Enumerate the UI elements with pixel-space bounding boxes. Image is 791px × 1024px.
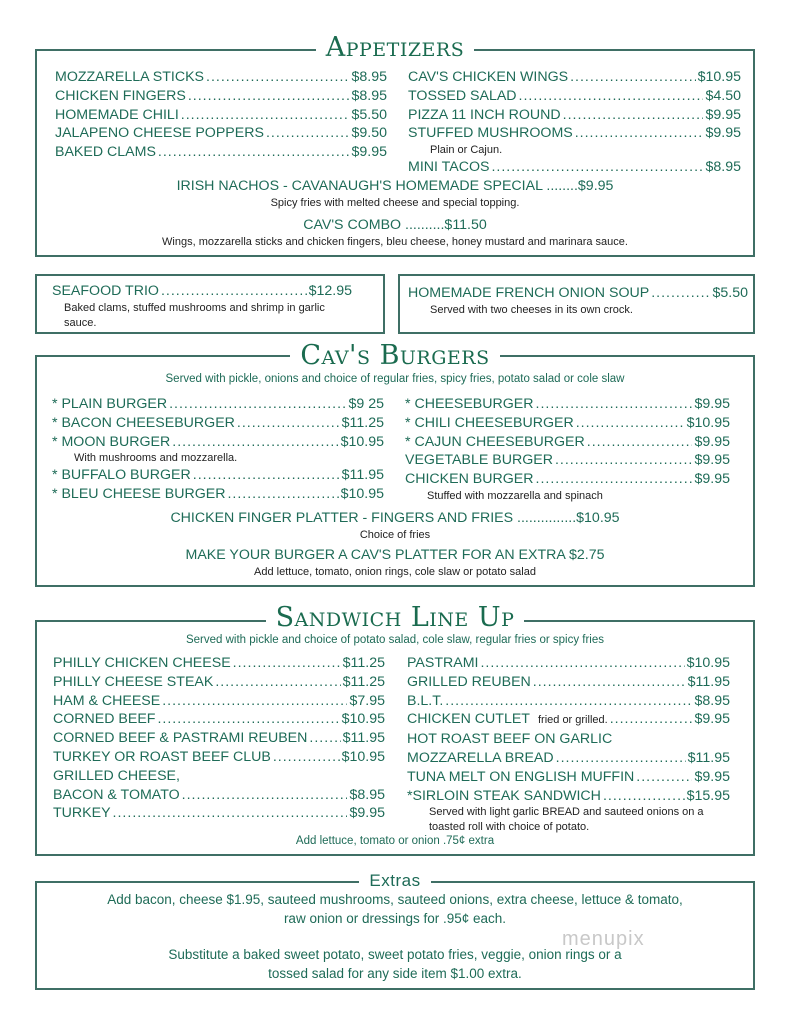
sandwiches-right-col (407, 654, 730, 835)
sandwiches-left-col (53, 654, 385, 823)
burgers-left-col (52, 395, 384, 504)
menu-item: STUFFED MUSHROOMS ..... $9.95 (408, 124, 741, 143)
menu-item: *SIRLOIN STEAK SANDWICH ..... $15.95 (407, 787, 730, 806)
item-description: With mushrooms and mozzarella. (74, 452, 238, 465)
menu-item: MOZZARELLA STICKS ..... $8.95 (55, 68, 387, 87)
menu-item: CHICKEN CUTLET fried or grilled. ..... $9.95 (407, 710, 730, 730)
item-description: Served with light garlic BREAD and sauteed onions on a toasted roll with choice of potato. (429, 806, 704, 834)
irish-nachos-special: IRISH NACHOS - CAVANAUGH'S HOMEMADE SPECIAL ........$9.95 Spicy fries with melted cheese and special topping. (176, 178, 614, 209)
menu-item: JALAPENO CHEESE POPPERS ..... $9.50 (55, 124, 387, 143)
cavs-platter-upgrade: MAKE YOUR BURGER A CAV'S PLATTER FOR AN EXTRA $2.75 Add lettuce, tomato, onion rings, cole slaw or potato salad (185, 547, 605, 578)
sandwiches-subtitle: Served with pickle and choice of potato salad, cole slaw, regular fries or spicy fries (185, 634, 605, 646)
sandwiches-footer: Add lettuce, tomato or onion .75¢ extra (295, 835, 495, 847)
item-description: Baked clams, stuffed mushrooms and shrimp in garlic sauce. (64, 301, 325, 329)
menu-item: B.L.T. ..... $8.95 (407, 692, 730, 711)
burgers-title: Cav's Burgers (290, 340, 499, 371)
menu-item: CHICKEN FINGERS ..... $8.95 (55, 87, 387, 106)
extras-section (35, 871, 755, 990)
menu-item: PHILLY CHICKEN CHEESE ..... $11.25 (53, 654, 385, 673)
extras-text-block: Add bacon, cheese $1.95, sauteed mushrooms, sauteed onions, extra cheese, lettuce & tomato, raw onion or dressings for .95¢ each. Substitute a baked sweet potato, sweet potato fries, veggie, onion rings or a tossed salad for any side item $1.00 extra. (107, 892, 683, 981)
sandwiches-footer-wrap (37, 835, 753, 847)
menu-item: CHICKEN BURGER ..... $9.95 (405, 470, 730, 489)
menu-item: * PLAIN BURGER ..... $9 25 (52, 395, 384, 414)
menu-item: PASTRAMI ..... $10.95 (407, 654, 730, 673)
item-description: Stuffed with mozzarella and spinach (427, 489, 603, 502)
menu-item: TURKEY ..... $9.95 (53, 804, 385, 823)
menu-item: CORNED BEEF ..... $10.95 (53, 710, 385, 729)
menu-item: * CHEESEBURGER ..... $9.95 (405, 395, 730, 414)
menu-item: * BLEU CHEESE BURGER ..... $10.95 (52, 485, 384, 504)
burgers-subtitle-wrap (37, 372, 753, 387)
onion-soup-item: HOMEMADE FRENCH ONION SOUP ..... $5.50 Served with two cheeses in its own crock. (408, 284, 748, 318)
menupix-watermark: menupix (562, 928, 645, 950)
cavs-combo-special: CAV'S COMBO ..........$11.50 Wings, mozzarella sticks and chicken fingers, bleu cheese, honey mustard and marinara sauce. (162, 217, 628, 248)
appetizers-right-col (408, 68, 741, 177)
appetizers-title: Appetizers (316, 32, 475, 63)
sandwiches-section (35, 602, 755, 856)
seafood-trio-box (35, 274, 385, 334)
menu-item: MOZZARELLA BREAD ..... $11.95 (407, 749, 730, 768)
menu-item: * BACON CHEESEBURGER ..... $11.25 (52, 414, 384, 433)
menu-item: BACON & TOMATO ..... $8.95 (53, 786, 385, 805)
menu-item: GRILLED REUBEN ..... $11.95 (407, 673, 730, 692)
menu-item: BAKED CLAMS ..... $9.95 (55, 143, 387, 162)
sandwiches-title: Sandwich Line Up (266, 602, 525, 633)
menu-item: PHILLY CHEESE STEAK ..... $11.25 (53, 673, 385, 692)
sandwiches-title-wrap (37, 604, 753, 631)
extras-title-wrap (37, 872, 753, 890)
appetizers-left-col (55, 68, 387, 162)
item-description: Plain or Cajun. (430, 144, 503, 157)
menu-item: TUNA MELT ON ENGLISH MUFFIN ..... $9.95 (407, 768, 730, 787)
appetizers-title-wrap (37, 34, 753, 61)
menu-item: TURKEY OR ROAST BEEF CLUB ..... $10.95 (53, 748, 385, 767)
chicken-finger-platter: CHICKEN FINGER PLATTER - FINGERS AND FRIES ...............$10.95 Choice of fries (170, 510, 620, 541)
menu-item: HOMEMADE CHILI ..... $5.50 (55, 106, 387, 125)
burgers-title-wrap (37, 342, 753, 369)
appetizers-section (35, 32, 755, 257)
seafood-trio-item: SEAFOOD TRIO ..... $12.95 Baked clams, stuffed mushrooms and shrimp in garlic sauce. (52, 282, 352, 331)
menu-item: * BUFFALO BURGER ..... $11.95 (52, 466, 384, 485)
menu-item: * MOON BURGER ..... $10.95 (52, 433, 384, 452)
item-description: Served with two cheeses in its own crock. (430, 303, 633, 316)
burgers-section (35, 340, 755, 587)
sandwiches-subtitle-wrap (37, 633, 753, 648)
burgers-right-col (405, 395, 730, 504)
menu-item: GRILLED CHEESE, (53, 767, 180, 784)
menu-item: TOSSED SALAD ..... $4.50 (408, 87, 741, 106)
burgers-subtitle: Served with pickle, onions and choice of regular fries, spicy fries, potato salad or cole slaw (165, 373, 625, 385)
menu-item: CORNED BEEF & PASTRAMI REUBEN ..... $11.95 (53, 729, 385, 748)
menu-item: VEGETABLE BURGER ..... $9.95 (405, 451, 730, 470)
menu-item: MINI TACOS ..... $8.95 (408, 158, 741, 177)
extras-title: Extras (359, 871, 430, 890)
menu-item: HOT ROAST BEEF ON GARLIC (407, 731, 613, 748)
menu-item: CAV'S CHICKEN WINGS ..... $10.95 (408, 68, 741, 87)
menu-item: * CHILI CHEESEBURGER ..... $10.95 (405, 414, 730, 433)
menu-item: PIZZA 11 INCH ROUND ..... $9.95 (408, 106, 741, 125)
menu-item: HAM & CHEESE ..... $7.95 (53, 692, 385, 711)
onion-soup-box (398, 274, 755, 334)
menu-item: * CAJUN CHEESEBURGER ..... $9.95 (405, 433, 730, 452)
